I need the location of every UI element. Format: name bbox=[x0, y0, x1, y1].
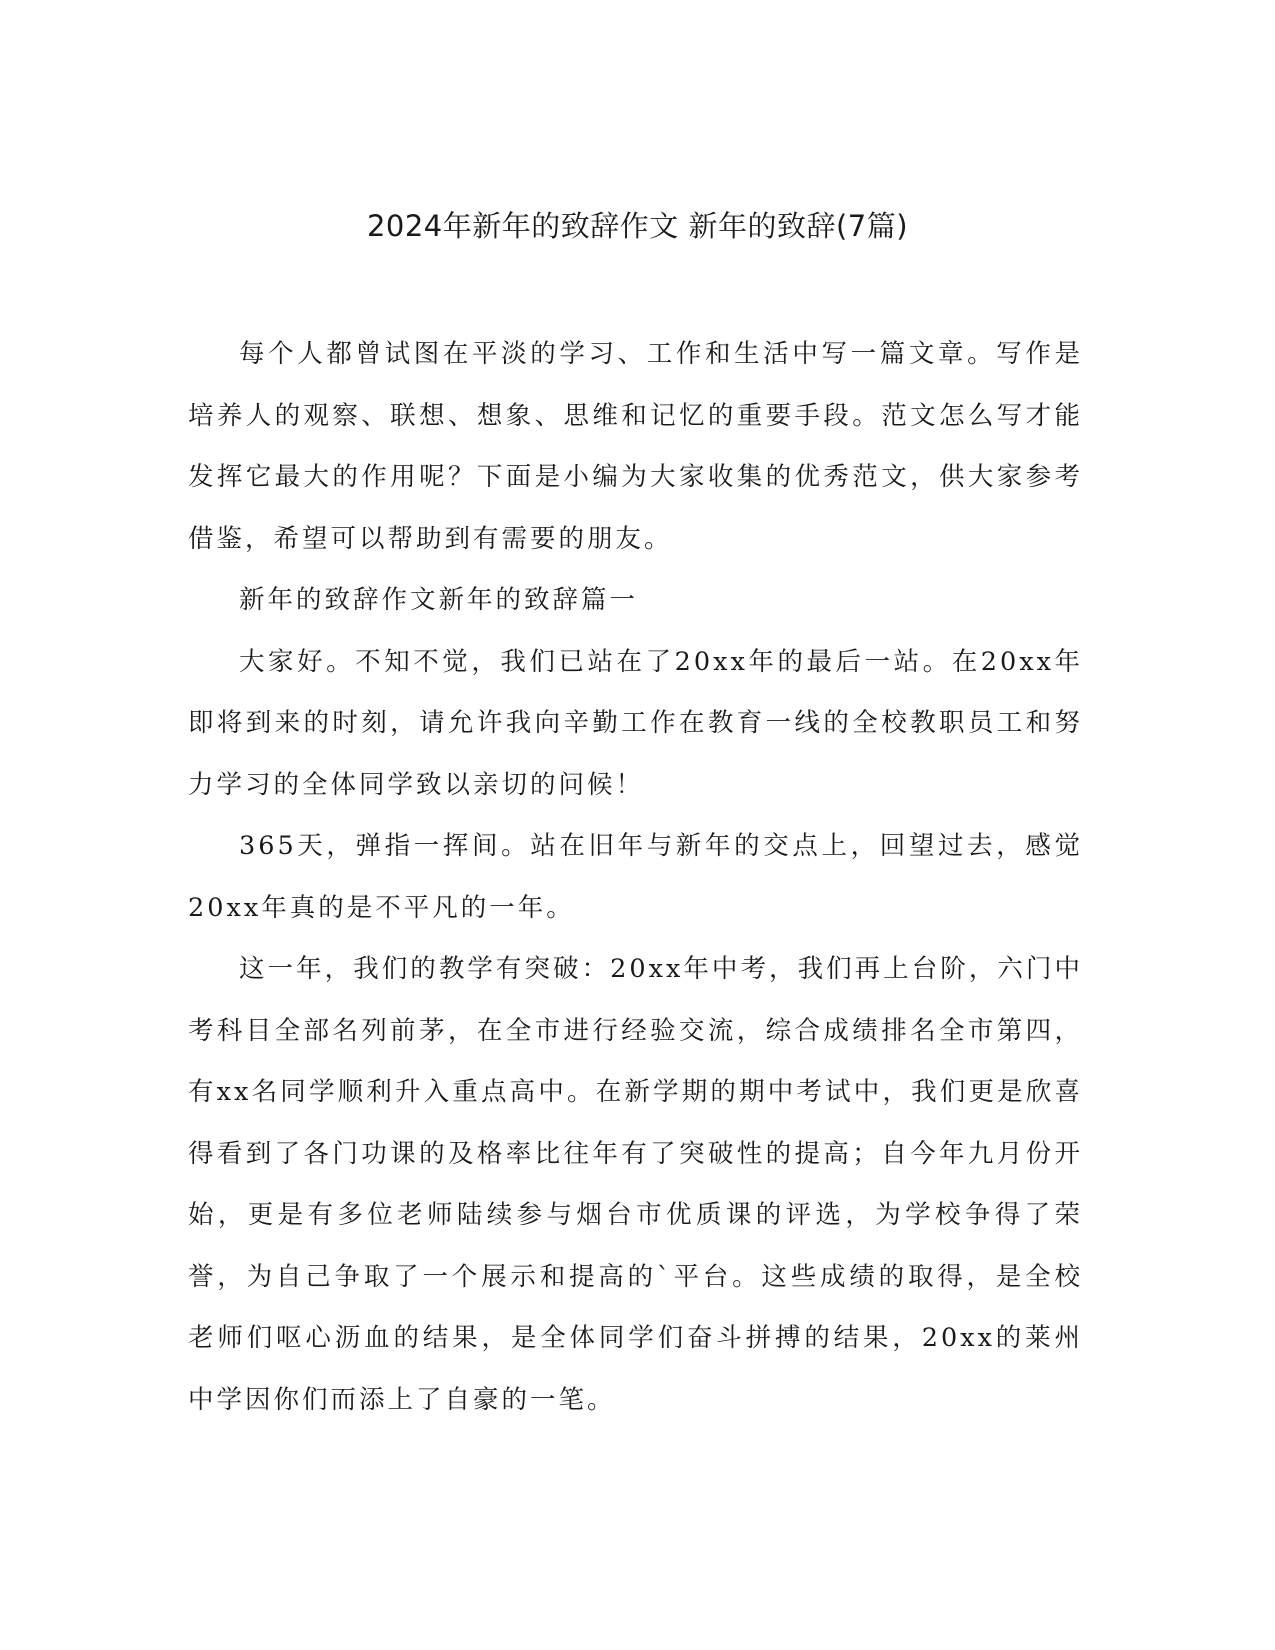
paragraph-achievements: 这一年，我们的教学有突破：20xx年中考，我们再上台阶，六门中考科目全部名列前茅，在全市进行经验交流，综合成绩排名全市第四，有xx名同学顺利升入重点高中。在新学期的期中考试中，我们更是欣喜得看到了各门功课的及格率比往年有了突破性的提高；自今年九月份开始，更是有多位老师陆续参与烟台市优质课的评选，为学校争得了荣誉，为自己争取了一个展示和提高的`平台。这些成绩的取得，是全校老师们呕心沥血的结果，是全体同学们奋斗拼搏的结果，20xx的莱州中学因你们而添上了自豪的一笔。 bbox=[188, 954, 1083, 1415]
section-heading: 新年的致辞作文新年的致辞篇一 bbox=[239, 585, 639, 615]
document-body bbox=[188, 324, 1083, 1431]
paragraph-review: 365天，弹指一挥间。站在旧年与新年的交点上，回望过去，感觉20xx年真的是不平凡的一年。 bbox=[188, 831, 1083, 923]
paragraph-greeting: 大家好。不知不觉，我们已站在了20xx年的最后一站。在20xx年即将到来的时刻，请允许我向辛勤工作在教育一线的全校教职员工和努力学习的全体同学致以亲切的问候！ bbox=[188, 646, 1083, 800]
document-title: 2024年新年的致辞作文 新年的致辞(7篇) bbox=[366, 209, 909, 243]
paragraph-intro: 每个人都曾试图在平淡的学习、工作和生活中写一篇文章。写作是培养人的观察、联想、想象、思维和记忆的重要手段。范文怎么写才能发挥它最大的作用呢？下面是小编为大家收集的优秀范文，供大家参考借鉴，希望可以帮助到有需要的朋友。 bbox=[188, 339, 1083, 554]
